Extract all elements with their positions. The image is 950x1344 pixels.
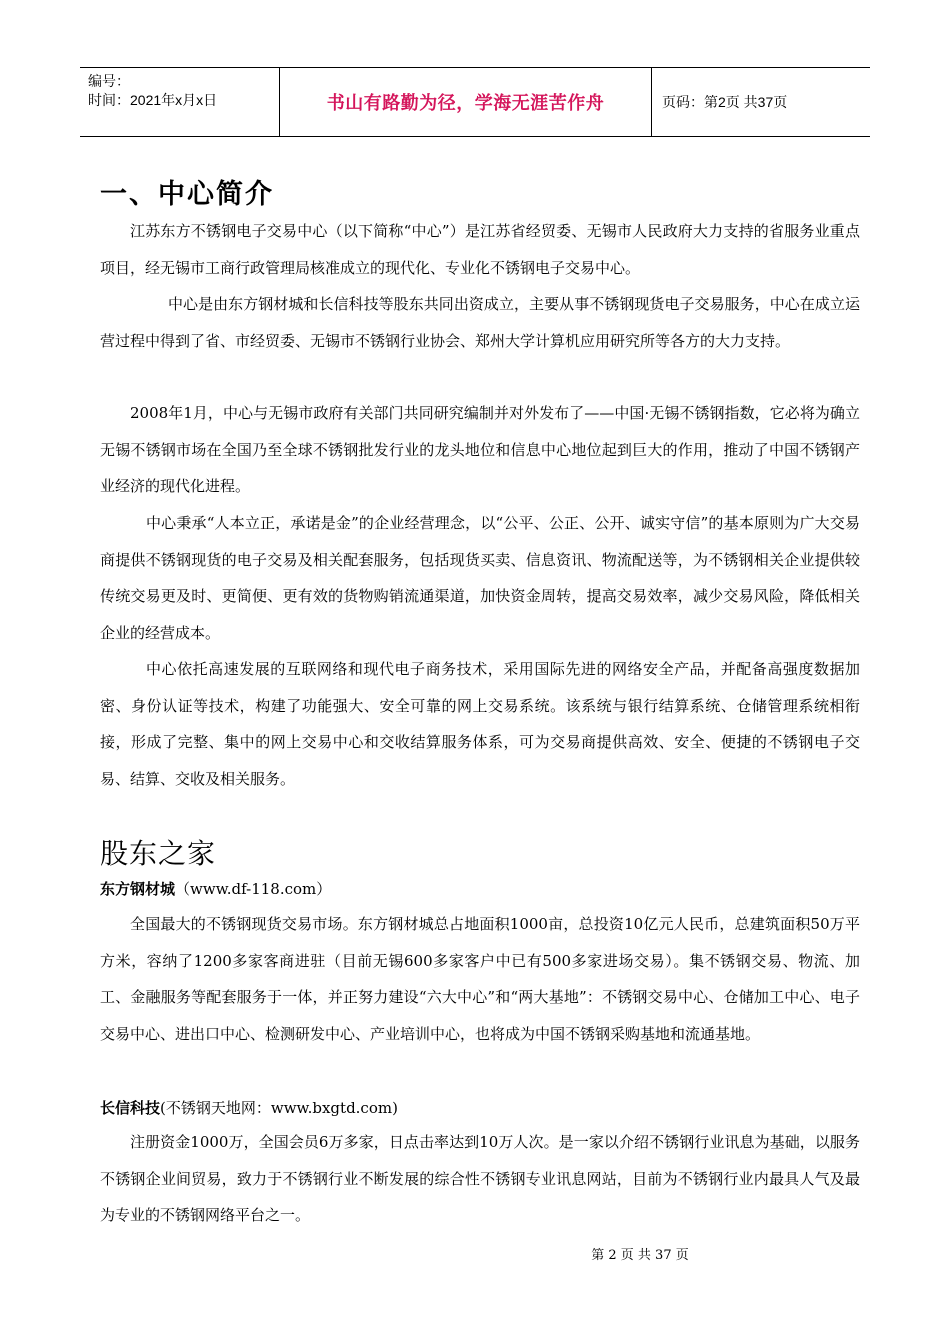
shareholder-2-heading (100, 1096, 398, 1120)
shareholder-1-text: 全国最大的不锈钢现货交易市场。东方钢材城总占地面积1000亩，总投资10亿元人民币，总建筑面积50万平方米，容纳了1200多家客商进驻（目前无锡600多家客户中已有500多家进场交易）。集不锈钢交易、物流、加工、金融服务等配套服务于一体，并正努力建设“六大中心”和“两大基地”：不锈钢交易中心、仓储加工中心、电子交易中心、进出口中心、检测研发中心、产业培训中心，也将成为中国不锈钢采购基地和流通基地。 (100, 915, 860, 1043)
intro-paragraph-5: 中心依托高速发展的互联网络和现代电子商务技术，采用国际先进的网络安全产品，并配备高强度数据加密、身份认证等技术，构建了功能强大、安全可靠的网上交易系统。该系统与银行结算系统、仓储管理系统相衔接，形成了完整、集中的网上交易中心和交收结算服务体系，可为交易商提供高效、安全、便捷的不锈钢电子交易、结算、交收及相关服务。 (100, 660, 860, 788)
shareholder-2-name: 长信科技 (100, 1099, 161, 1117)
intro-paragraph-2: 中心是由东方钢材城和长信科技等股东共同出资成立，主要从事不锈钢现货电子交易服务，中心在成立运营过程中得到了省、市经贸委、无锡市不锈钢行业协会、郑州大学计算机应用研究所等各方的大力支持。 (100, 295, 860, 350)
page-footer: 第 2 页 共 37 页 (591, 1248, 689, 1263)
header-page-info: 页码：第2页 共37页 (662, 94, 788, 110)
serial-label: 编号： (88, 73, 130, 89)
section-title-intro: 一、中心简介 (100, 179, 274, 210)
intro-paragraph-4: 中心秉承“人本立正，承诺是金”的企业经营理念，以“公平、公正、公开、诚实守信”的基本原则为广大交易商提供不锈钢现货的电子交易及相关配套服务，包括现货买卖、信息资讯、物流配送等，为不锈钢相关企业提供较传统交易更及时、更简便、更有效的货物购销流通渠道，加快资金周转，提高交易效率，减少交易风险，降低相关企业的经营成本。 (100, 514, 860, 642)
shareholder-1-name: 东方钢材城 (100, 880, 176, 898)
shareholder-1-heading (100, 877, 331, 901)
time-label: 时间：2021年x月x日 (88, 92, 218, 108)
section-title-shareholders: 股东之家 (100, 837, 217, 870)
header-meta-cell (80, 68, 280, 136)
intro-paragraph-3: 2008年1月，中心与无锡市政府有关部门共同研究编制并对外发布了——中国·无锡不锈钢指数，它必将为确立无锡不锈钢市场在全国乃至全球不锈钢批发行业的龙头地位和信息中心地位起到巨大的作用，推动了中国不锈钢产业经济的现代化进程。 (100, 404, 860, 495)
header-table (80, 67, 870, 137)
shareholder-2-url: (不锈钢天地网：www.bxgtd.com) (160, 1099, 398, 1117)
header-motto: 书山有路勤为径，学海无涯苦作舟 (280, 68, 652, 136)
intro-paragraph-1: 江苏东方不锈钢电子交易中心（以下简称“中心”）是江苏省经贸委、无锡市人民政府大力支持的省服务业重点项目，经无锡市工商行政管理局核准成立的现代化、专业化不锈钢电子交易中心。 (100, 222, 860, 277)
shareholder-1-url: （www.df-118.com） (175, 880, 332, 898)
shareholder-2-text: 注册资金1000万，全国会员6万多家，日点击率达到10万人次。是一家以介绍不锈钢行业讯息为基础，以服务不锈钢企业间贸易，致力于不锈钢行业不断发展的综合性不锈钢专业讯息网站，目前为不锈钢行业内最具人气及最为专业的不锈钢网络平台之一。 (100, 1133, 860, 1224)
